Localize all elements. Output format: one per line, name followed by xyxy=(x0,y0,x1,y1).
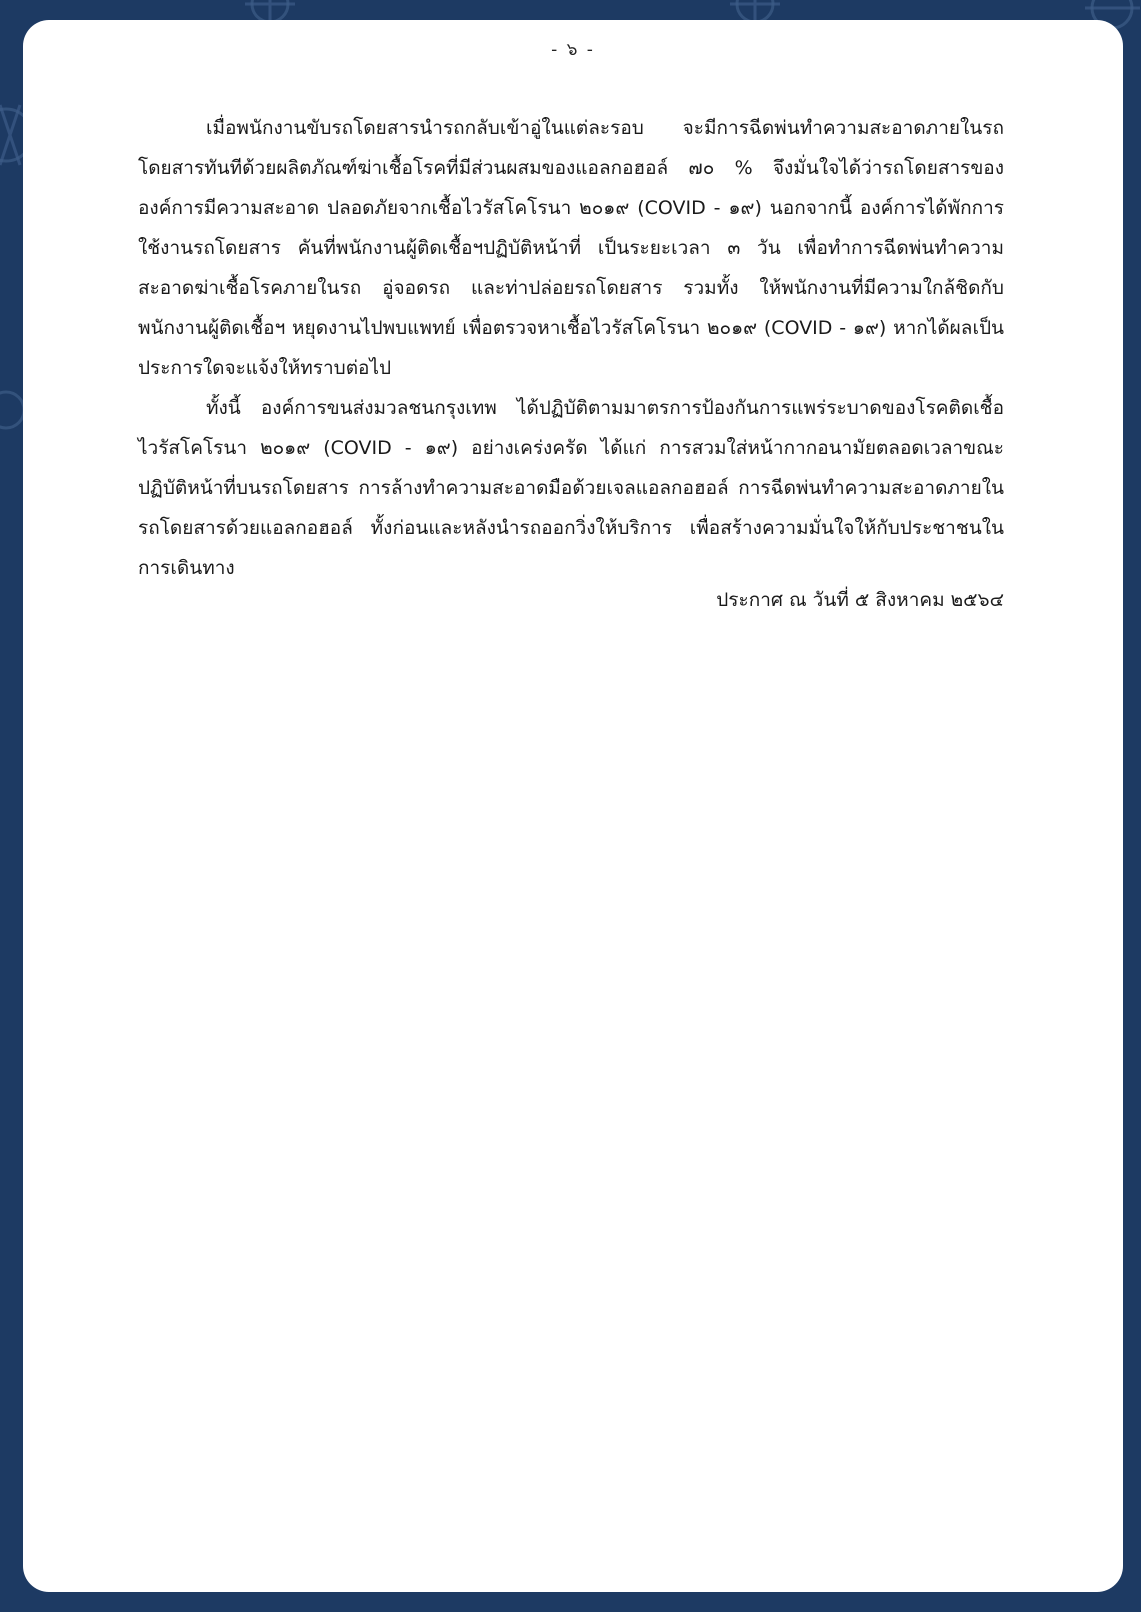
document-page xyxy=(23,20,1123,1592)
paragraph-1: เมื่อพนักงานขับรถโดยสารนำรถกลับเข้าอู่ในแต่ละรอบ จะมีการฉีดพ่นทำความสะอาดภายในรถโดยสารทันทีด้วยผลิตภัณฑ์ฆ่าเชื้อโรคที่มีส่วนผสมของแอลกอฮอล์ ๗๐ % จึงมั่นใจได้ว่ารถโดยสารขององค์การมีความสะอาด ปลอดภัยจากเชื้อไวรัสโคโรนา ๒๐๑๙ (COVID - ๑๙) นอกจากนี้ องค์การได้พักการใช้งานรถโดยสาร คันที่พนักงานผู้ติดเชื้อฯปฏิบัติหน้าที่ เป็นระยะเวลา ๓ วัน เพื่อทำการฉีดพ่นทำความสะอาดฆ่าเชื้อโรคภายในรถ อู่จอดรถ และท่าปล่อยรถโดยสาร รวมทั้ง ให้พนักงานที่มีความใกล้ชิดกับพนักงานผู้ติดเชื้อฯ หยุดงานไปพบแพทย์ เพื่อตรวจหาเชื้อไวรัสโคโรนา ๒๐๑๙ (COVID - ๑๙) หากได้ผลเป็นประการใดจะแจ้งให้ทราบต่อไป xyxy=(138,117,1004,379)
document-body xyxy=(138,108,1004,588)
paragraph-2: ทั้งนี้ องค์การขนส่งมวลชนกรุงเทพ ได้ปฏิบัติตามมาตรการป้องกันการแพร่ระบาดของโรคติดเชื้อไวรัสโคโรนา ๒๐๑๙ (COVID - ๑๙) อย่างเคร่งครัด ได้แก่ การสวมใส่หน้ากากอนามัยตลอดเวลาขณะปฏิบัติหน้าที่บนรถโดยสาร การล้างทำความสะอาดมือด้วยเจลแอลกอฮอล์ การฉีดพ่นทำความสะอาดภายในรถโดยสารด้วยแอลกอฮอล์ ทั้งก่อนและหลังนำรถออกวิ่งให้บริการ เพื่อสร้างความมั่นใจให้กับประชาชนในการเดินทาง xyxy=(138,397,1004,579)
announcement-date: ประกาศ ณ วันที่ ๕ สิงหาคม ๒๕๖๔ xyxy=(716,589,1004,611)
page-number: - ๖ - xyxy=(551,40,595,60)
